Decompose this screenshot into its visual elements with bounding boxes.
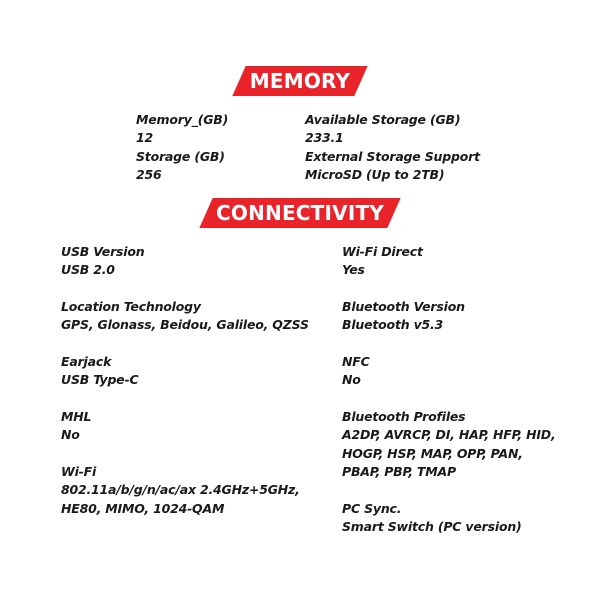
spec-label-external-storage: External Storage Support [305,148,480,164]
memory-right-column [305,111,480,185]
spec-label-mhl: MHL [61,409,92,424]
spec-value-pc-sync: Smart Switch (PC version) [342,519,522,535]
connectivity-right-column [342,243,556,537]
spec-label-pc-sync: PC Sync. [342,500,402,516]
spec-value-memory: 12 [136,130,153,146]
spec-label-location: Location Technology [61,299,201,314]
spec-value-bluetooth-profiles-line: HOGP, HSP, MAP, OPP, PAN, [342,445,523,461]
spec-label-earjack: Earjack [61,354,112,369]
spec-label-bluetooth-version: Bluetooth Version [342,299,465,314]
spacer [342,482,556,500]
spec-value-storage: 256 [136,167,162,183]
spec-value-available-storage: 233.1 [305,130,344,146]
spec-value-external-storage: MicroSD (Up to 2TB) [305,167,445,183]
spec-value-bluetooth-version: Bluetooth v5.3 [342,317,444,333]
memory-left-column [136,111,228,185]
spec-value-bluetooth-profiles-line: PBAP, PBP, TMAP [342,464,456,480]
spacer [342,390,556,408]
spec-value-wifi-direct: Yes [342,262,365,278]
spec-value-wifi-line: 802.11a/b/g/n/ac/ax 2.4GHz+5GHz, [61,482,300,498]
spacer [61,280,309,298]
spec-value-wifi-line: HE80, MIMO, 1024-QAM [61,500,225,516]
spec-label-bluetooth-profiles: Bluetooth Profiles [342,409,466,424]
spacer [342,280,556,298]
spec-value-location: GPS, Glonass, Beidou, Galileo, QZSS [61,317,309,333]
spec-label-available-storage: Available Storage (GB) [305,112,461,127]
spec-label-nfc: NFC [342,354,370,369]
spec-label-memory: Memory_(GB) [136,112,229,127]
spec-value-earjack: USB Type-C [61,372,139,388]
spec-value-usb-version: USB 2.0 [61,262,115,278]
connectivity-left-column [61,243,309,518]
spec-value-bluetooth-profiles-line: A2DP, AVRCP, DI, HAP, HFP, HID, [342,427,556,443]
spec-label-usb-version: USB Version [61,244,145,259]
spec-label-wifi: Wi-Fi [61,464,97,479]
spacer [61,445,309,463]
spec-value-mhl: No [61,427,80,443]
spec-value-nfc: No [342,372,361,388]
spec-label-storage: Storage (GB) [136,148,225,164]
spacer [61,335,309,353]
spacer [61,390,309,408]
spec-label-wifi-direct: Wi-Fi Direct [342,244,423,259]
memory-heading: MEMORY [249,69,351,93]
connectivity-heading: CONNECTIVITY [215,201,385,225]
spacer [342,335,556,353]
